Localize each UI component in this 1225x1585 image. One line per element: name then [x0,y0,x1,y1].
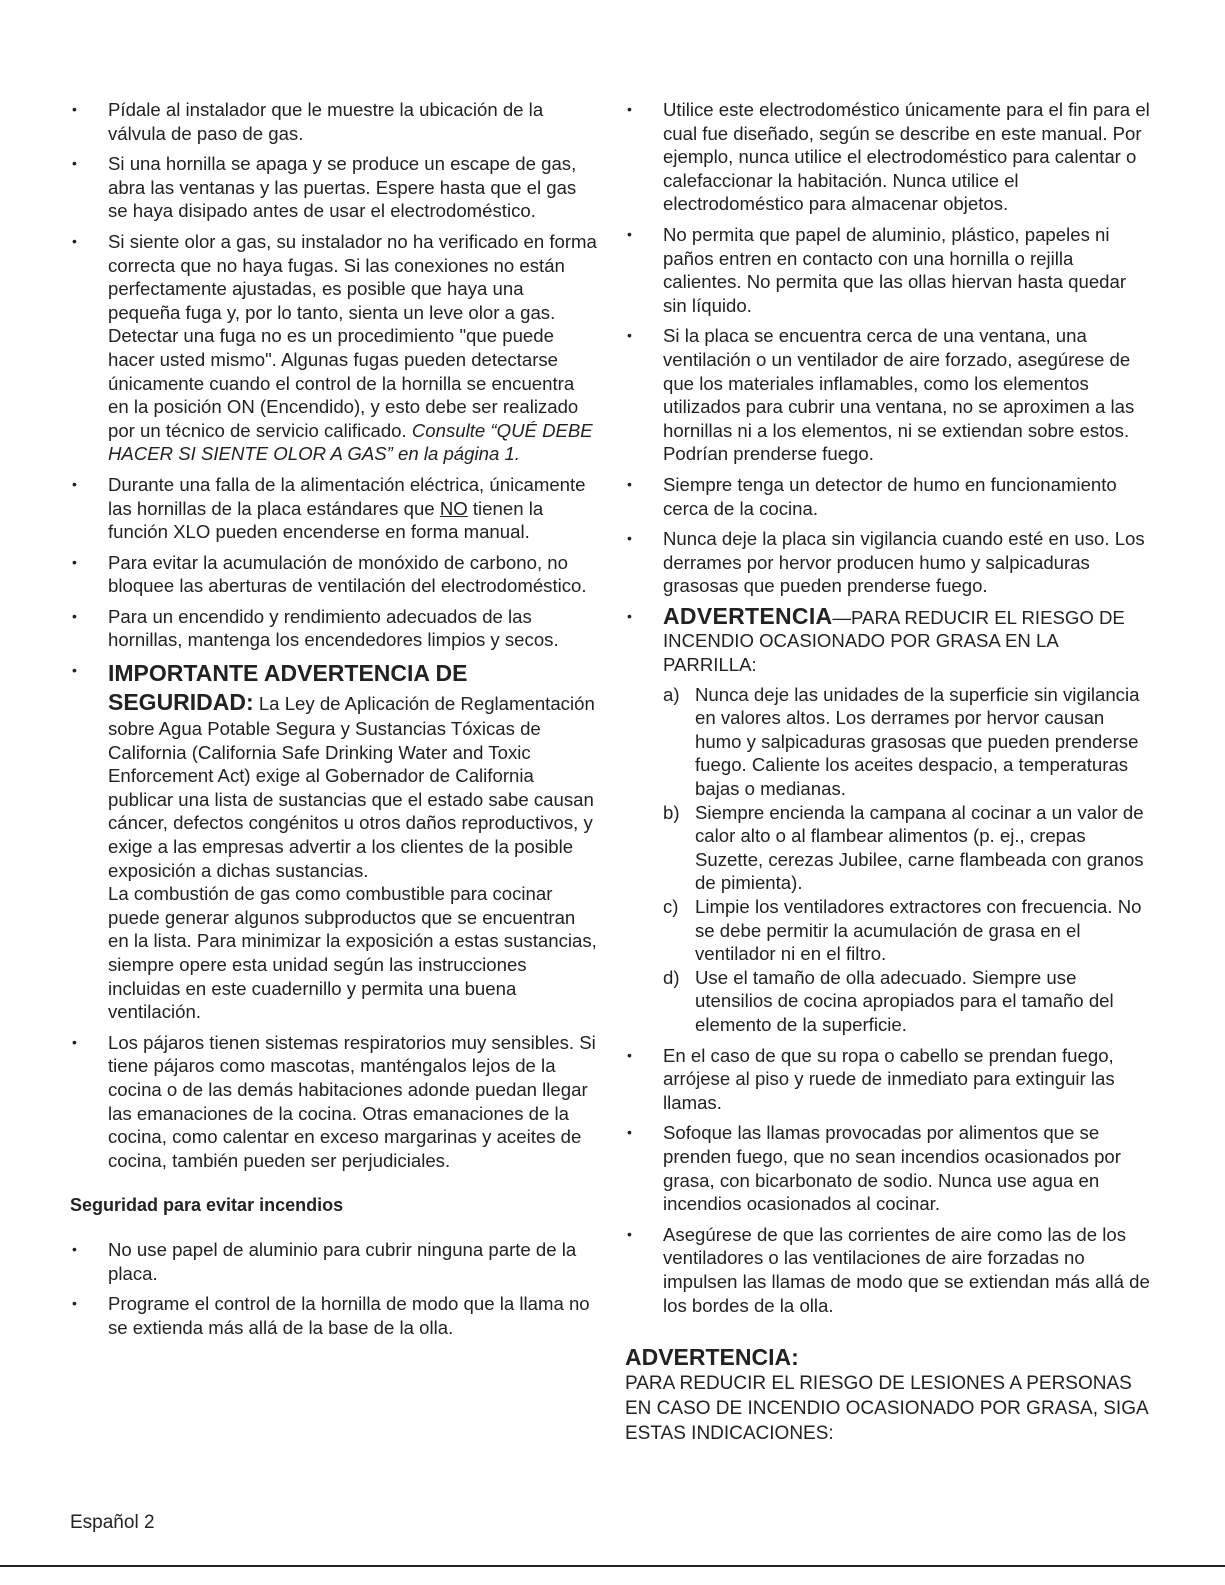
power-failure-underlined: NO [439,497,468,519]
list-item: • Para evitar la acumulación de monóxido de carbono, no bloquee las aberturas de ventilación del electrodoméstico. [70,551,600,598]
list-item: • Programe el control de la hornilla de modo que la llama no se extienda más allá de la base de la olla. [70,1292,600,1339]
important-warning-paragraph-2: La combustión de gas como combustible para cocinar puede generar algunos subproductos que se encuentran en la lista. Para minimizar la exposición a estas sustancias, siempre opere esta unidad según las instrucciones incluidas en este cuadernillo y permita una buena ventilación. [108,883,597,1023]
important-warning-paragraph-1: La Ley de Aplicación de Reglamentación sobre Agua Potable Segura y Sustancias Tóxicas de California (California Safe Drinking Water and Toxic Enforcement Act) exige al Gobernador de California publicar una lista de sustancias que el estado sabe causan cáncer, defectos congénitos u otros daños reproductivos, y exige a las empresas advertir a los clientes de la posible exposición a dichas sustancias. [108,693,595,881]
gas-smell-reference: Consulte “QUÉ DEBE HACER SI SIENTE OLOR A GAS” en la página 1. [108,419,593,465]
left-column [70,98,600,1346]
subitem-marker: d) [663,966,680,988]
power-failure-text-after: tienen la función XLO pueden encenderse en forma manual. [108,497,544,543]
list-item: • Para un encendido y rendimiento adecuados de las hornillas, mantenga los encendedores limpios y secos. [70,605,600,652]
grease-subitem [663,895,1150,966]
birds-item: • Los pájaros tienen sistemas respiratorios muy sensibles. Si tiene pájaros como mascotas, manténgalos lejos de la cocina o de las demás habitaciones adonde puedan llegar las emanaciones de la cocina. Otras emanaciones de la cocina, como calentar en exceso margarinas y aceites de cocina, también pueden ser perjudiciales. [70,1031,600,1173]
list-item: • Si una hornilla se apaga y se produce un escape de gas, abra las ventanas y las puertas. Espere hasta que el gas se haya disipado antes de usar el electrodoméstico. [70,152,600,223]
gas-smell-text: Si siente olor a gas, su instalador no ha verificado en forma correcta que no haya fugas. Si las conexiones no están perfectamente ajustadas, es posible que haya una pequeña fuga y, por lo tanto, sienta un leve olor a gas. Detectar una fuga no es un procedimiento "que puede hacer usted mismo". Algunas fugas pueden detectarse únicamente cuando el control de la hornilla se encuentra en la posición ON (Encendido), y esto debe ser realizado por un técnico de servicio calificado. [108,230,597,441]
power-failure-text-before: Durante una falla de la alimentación eléctrica, únicamente las hornillas de la placa estándares que [108,473,586,519]
bottom-warning-text: PARA REDUCIR EL RIESGO DE LESIONES A PERSONAS EN CASO DE INCENDIO OCASIONADO POR GRASA, SIGA ESTAS INDICACIONES: [625,1373,1148,1445]
list-item: • Asegúrese de que las corrientes de aire como las de los ventiladores o las ventilaciones de aire forzadas no impulsen las llamas de modo que se extiendan más allá de los bordes de la olla. [625,1223,1150,1317]
grease-subitem [663,966,1150,1037]
list-item: • Utilice este electrodoméstico únicamente para el fin para el cual fue diseñado, según se describe en este manual. Por ejemplo, nunca utilice el electrodoméstico para calentar o calefaccionar la habitación. Nunca utilice el electrodoméstico para almacenar objetos. [625,98,1150,216]
subitem-text: Siempre encienda la campana al cocinar a un valor de calor alto o al flambear alimentos (p. ej., crepas Suzette, cerezas Jubilee, carne flambeada con granos de pimienta). [695,801,1144,894]
page-number-label: Español 2 [70,1512,155,1533]
bottom-warning-heading: ADVERTENCIA: [625,1344,799,1371]
list-item: • Pídale al instalador que le muestre la ubicación de la válvula de paso de gas. [70,98,600,145]
safety-list-right [625,98,1150,1317]
grease-warning-title: ADVERTENCIA [663,602,833,629]
subitem-marker: a) [663,683,680,705]
grease-warning-item [625,602,1150,1037]
gas-smell-item [70,230,600,466]
grease-warning-text: —PARA REDUCIR EL RIESGO DE INCENDIO OCASIONADO POR GRASA EN LA PARRILLA: [663,606,1125,676]
bottom-divider [0,1565,1225,1567]
grease-subitem [663,801,1150,895]
bottom-warning-block [625,1343,1150,1446]
grease-warning-subitems [663,683,1150,1037]
list-item: • Sofoque las llamas provocadas por alimentos que se prenden fuego, que no sean incendios ocasionados por grasa, con bicarbonato de sodio. Nunca use agua en incendios ocasionados al cocinar. [625,1121,1150,1215]
important-warning-title: IMPORTANTE ADVERTENCIA DE SEGURIDAD: [108,660,468,716]
fire-safety-heading: Seguridad para evitar incendios [70,1195,344,1216]
subitem-text: Nunca deje las unidades de la superficie sin vigilancia en valores altos. Los derrames por hervor causan humo y salpicaduras grasosas que pueden prenderse fuego. Caliente los aceites despacio, a temperaturas bajas o medianas. [695,683,1140,800]
subitem-marker: b) [663,801,680,823]
list-item: • No permita que papel de aluminio, plástico, papeles ni paños entren en contacto con una hornilla o rejilla calientes. No permita que las ollas hiervan hasta quedar sin líquido. [625,223,1150,317]
list-item: • Siempre tenga un detector de humo en funcionamiento cerca de la cocina. [625,473,1150,520]
subitem-text: Limpie los ventiladores extractores con frecuencia. No se debe permitir la acumulación de grasa en el ventilador ni en el filtro. [695,896,1142,965]
subitem-text: Use el tamaño de olla adecuado. Siempre use utensilios de cocina apropiados para el tamaño del elemento de la superficie. [695,966,1114,1035]
right-column [625,98,1150,1446]
power-failure-item [70,473,600,544]
list-item: • Nunca deje la placa sin vigilancia cuando esté en uso. Los derrames por hervor producen humo y salpicaduras grasosas que pueden prenderse fuego. [625,527,1150,598]
list-item: • En el caso de que su ropa o cabello se prendan fuego, arrójese al piso y ruede de inmediato para extinguir las llamas. [625,1044,1150,1115]
safety-list-left [70,98,600,1172]
fire-safety-list [70,1238,600,1339]
list-item: • No use papel de aluminio para cubrir ninguna parte de la placa. [70,1238,600,1285]
important-warning-item [70,659,600,1024]
grease-subitem [663,683,1150,801]
list-item: • Si la placa se encuentra cerca de una ventana, una ventilación o un ventilador de aire forzado, asegúrese de que los materiales inflamables, como los elementos utilizados para cubrir una ventana, no se aproximen a las hornillas ni a los elementos, ni se extiendan sobre estos. Podrían prenderse fuego. [625,324,1150,466]
subitem-marker: c) [663,896,679,917]
